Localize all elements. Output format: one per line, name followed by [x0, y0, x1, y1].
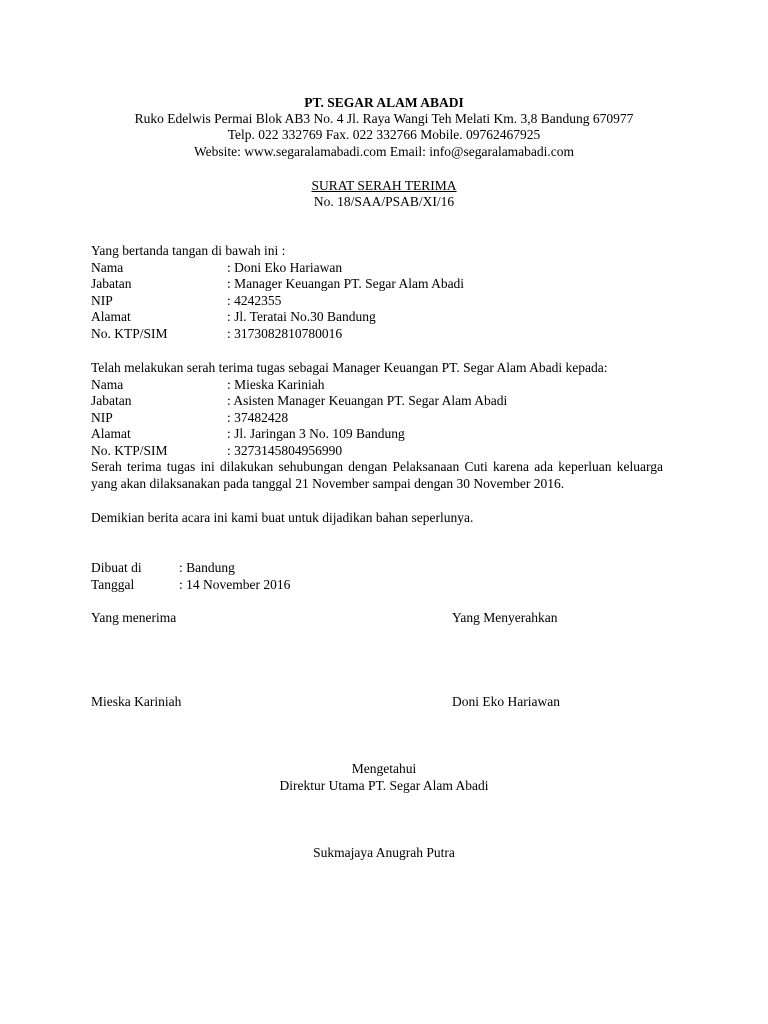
made-in-label: Dibuat di [91, 560, 142, 575]
field-value: : Asisten Manager Keuangan PT. Segar Alam Abadi [227, 393, 508, 408]
company-web: Website: www.segaralamabadi.com Email: info@segaralamabadi.com [193, 144, 575, 159]
date-label: Tanggal [91, 576, 135, 592]
intro-line [91, 243, 663, 260]
first-party-section [91, 243, 663, 342]
acknowledgement-position: Direktur Utama PT. Segar Alam Abadi [279, 778, 489, 793]
giver-name: Doni Eko Hariawan [452, 694, 560, 709]
field-label: Alamat [91, 309, 131, 324]
first-party-row [91, 293, 663, 310]
letter-number: No. 18/SAA/PSAB/XI/16 [313, 194, 455, 209]
field-value: : Manager Keuangan PT. Segar Alam Abadi [227, 276, 465, 291]
handover-statement: Telah melakukan serah terima tugas sebagai Manager Keuangan PT. Segar Alam Abadi kepada: [91, 360, 608, 375]
date-value: : 14 November 2016 [179, 576, 291, 592]
field-value: : Jl. Teratai No.30 Bandung [227, 309, 376, 324]
company-address: Ruko Edelwis Permai Blok AB3 No. 4 Jl. Raya Wangi Teh Melati Km. 3,8 Bandung 670977 [134, 111, 634, 126]
handover-line [91, 360, 663, 377]
place-date-section [91, 560, 663, 593]
letter-title: SURAT SERAH TERIMA [311, 178, 457, 193]
acknowledgement-name: Sukmajaya Anugrah Putra [313, 845, 455, 860]
giver-title: Yang Menyerahkan [452, 610, 558, 625]
field-label: Jabatan [91, 276, 132, 291]
second-party-row [91, 410, 663, 427]
field-label: NIP [91, 409, 113, 425]
intro-text: Yang bertanda tangan di bawah ini : [91, 243, 286, 258]
second-party-row [91, 377, 663, 394]
acknowledgement-label: Mengetahui [351, 761, 417, 776]
first-party-row [91, 326, 663, 343]
second-party-row [91, 443, 663, 460]
date-row [91, 577, 663, 594]
made-in-value: : Bandung [179, 560, 235, 575]
reason-paragraph: Serah terima tugas ini dilakukan sehubungan dengan Pelaksanaan Cuti karena ada keperluan keluarga yang akan dilaksanakan pada tanggal 21 November sampai dengan 30 November 2016. [91, 459, 663, 491]
field-label: Alamat [91, 426, 131, 441]
field-value: : Mieska Kariniah [227, 376, 325, 392]
field-label: Nama [91, 376, 124, 392]
field-value: : 37482428 [227, 409, 289, 425]
first-party-row [91, 309, 663, 326]
company-name: PT. SEGAR ALAM ABADI [304, 95, 464, 110]
first-party-row [91, 260, 663, 277]
receiver-name: Mieska Kariniah [91, 694, 182, 709]
field-label: No. KTP/SIM [91, 325, 168, 341]
receiver-title: Yang menerima [91, 610, 177, 625]
field-label: Nama [91, 259, 124, 275]
second-party-section [91, 360, 663, 492]
field-value: : 3173082810780016 [227, 325, 343, 341]
field-value: : 3273145804956990 [227, 442, 343, 458]
field-label: No. KTP/SIM [91, 442, 168, 458]
second-party-row [91, 393, 663, 410]
company-phone: Telp. 022 332769 Fax. 022 332766 Mobile. 09762467925 [227, 127, 541, 142]
field-value: : 4242355 [227, 292, 282, 308]
field-value: : Jl. Jaringan 3 No. 109 Bandung [227, 426, 405, 441]
field-label: Jabatan [91, 393, 132, 408]
closing-paragraph: Demikian berita acara ini kami buat untuk dijadikan bahan seperlunya. [91, 510, 474, 525]
field-label: NIP [91, 292, 113, 308]
second-party-row [91, 426, 663, 443]
first-party-row [91, 276, 663, 293]
field-value: : Doni Eko Hariawan [227, 259, 343, 275]
made-in-row [91, 560, 663, 577]
